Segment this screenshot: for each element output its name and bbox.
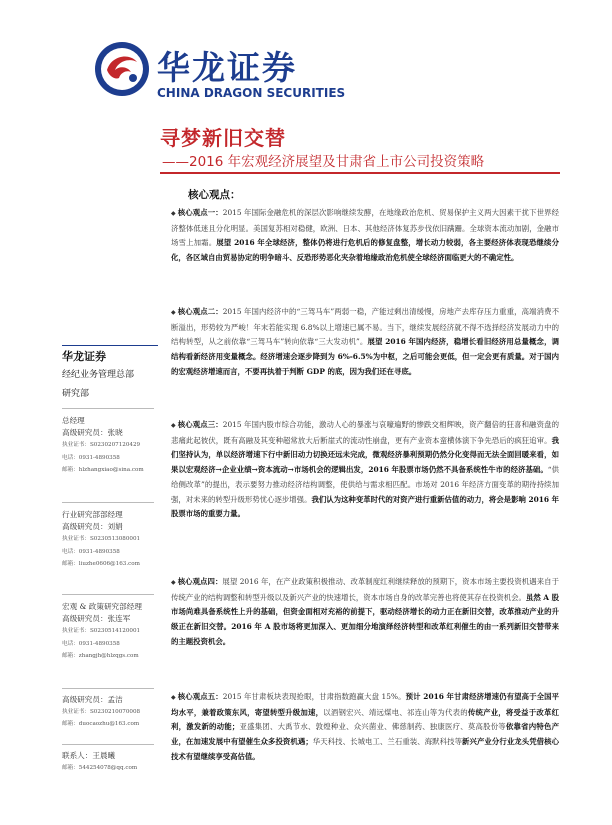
sidebar-divider — [62, 594, 154, 595]
contact-block-1 — [62, 415, 172, 476]
contact-phone: 电话：0931-4890358 — [62, 640, 120, 647]
contact-email[interactable]: 邮箱：liuzhe0606@163.com — [62, 560, 140, 567]
sidebar-research: 研究部 — [62, 389, 90, 399]
contact-email[interactable]: 邮箱：duocaozhu@163.com — [62, 721, 140, 728]
point-text: 2015 年国内股市综合功能，激动人心的暴涨与哀嚎遍野的惨跌交相辉映，资产翻倍的狂喜和融资盘的悲痛此起彼伏，既有高融及其变种超常放大后断崖式的流动性崩盘，更有产业资本蛮横体演下争先恐后的疯狂追审。 — [171, 420, 559, 445]
sidebar-divider — [62, 502, 154, 503]
point-bold-text: 虽然 A 股市场尚难具备系统性上升的基础，但资金面相对充裕的前提下，驱动经济增长的动力正在新旧交替，改革推动产业的升级正在新旧交替。2016 年 A 股市场将更加深入、更加细分地演绎经济转型和改革红利催生的由一系列新旧交替带来的主题投资机会。 — [171, 592, 559, 646]
company-logo — [93, 40, 346, 110]
point-text: 华天科技、长城电工、兰石重装、海默科技等 — [312, 737, 463, 747]
core-point-5 — [171, 690, 559, 765]
point-text: “供给侧改革”的提出，表示要努力推动经济结构调整，使供给与需求相匹配。市场对 2016 年经济方面变革的期待持续加强，对未来的转型升级形势忧心逐步增强。 — [171, 465, 560, 504]
sidebar-divider — [62, 744, 154, 745]
point-text: 亚盛集团、大禹节水、敦煌种业、众兴菌业、佛慈制药、独康医疗、莫高股份等 — [239, 722, 506, 732]
contact-analyst: 高级研究员：张晓 — [62, 428, 123, 438]
point-bold-text: 预计 2016 年甘肃经济增速仍有望高于全国平均水平，兼着政策东风，寄望转型升级加速， — [171, 692, 559, 717]
point-bold-text: 传统产业，将受益于改革红利，激发新的动能； — [171, 707, 559, 732]
contact-email[interactable]: 邮箱：544254078@qq.com — [62, 765, 138, 772]
contact-role: 总经理 — [62, 416, 85, 425]
diamond-bullet-icon: ◆ — [171, 309, 176, 316]
report-title: 寻梦新旧交替 — [160, 126, 286, 150]
contact-role: 联系人：王晨曦 — [62, 751, 116, 760]
sidebar-department: 经纪业务管理总部 — [62, 370, 135, 380]
point-text: 2015 年国际金融危机的深层次影响继续发酵，在地缘政治危机、贸易保护主义两大因素干扰下世界经济整体低迷且分化明显。美国复苏相对稳健，欧洲、日本、其他经济体复苏步伐依旧蹒跚。全球资本流动加剧，金融市场雪上加霜。 — [171, 208, 559, 248]
point-text: 2015 年国内经济中的“三驾马车”两弱一稳，产能过剩出清缓慢，房地产去库存压力重重，高端消费不断溢出，形势较为严峻！年末若能实现 6.8%以上增速已属不易。当下，继续发展经济就不得不选择经济发展动力中的结构转型，从之前依靠“三驾马车”转向依靠“三大发动机”。 — [171, 307, 559, 347]
point-bold-text: 展望 2016 年全球经济，整体仍将进行危机后的修复盘整，增长动力较弱，各主要经济体表现恐继续分化，各区域自由贸易协定的明争暗斗、反恐形势恶化夹杂着地缘政治危机使全球经济面临更大的不确定性。 — [171, 238, 559, 263]
sidebar-divider — [62, 688, 154, 689]
diamond-bullet-icon: ◆ — [171, 579, 176, 586]
logo-chinese-name: 华龙证券 — [157, 48, 297, 87]
point-text: 展望 2016 年，在产业政策积极推动、改革制度红利继续释放的预期下，资本市场主要投资机遇来自于传统产业的结构调整和转型升级以及新兴产业的快速增长，资本市场自身的改革完善也将使其存在投资机会。 — [171, 577, 559, 602]
contact-phone: 电话：0931-4890358 — [62, 548, 120, 555]
contact-cert: 执业证书：S0230207120429 — [62, 442, 141, 449]
point-bold-text: 依靠省内特色产业，在加速发展中有望催生众多投资机遇； — [171, 722, 559, 747]
core-point-3 — [171, 418, 559, 522]
contact-phone: 电话：0931-4890358 — [62, 454, 120, 461]
contact-analyst: 高级研究员：张连军 — [62, 614, 131, 624]
core-point-2 — [171, 305, 559, 380]
dragon-logo-icon — [93, 40, 151, 98]
contact-email[interactable]: 邮箱：zhangjh@hlzqgs.com — [62, 652, 139, 659]
core-point-4 — [171, 575, 559, 650]
point-bold-text: 我们认为这种变革时代的对资产进行重新估值的动力，将会是影响 2016 年股票市场的重要力量。 — [171, 494, 559, 519]
point-lead: 核心观点五： — [177, 692, 223, 701]
title-divider — [160, 172, 560, 174]
contact-email[interactable]: 邮箱：hlzhangxiao@sina.com — [62, 466, 144, 473]
point-bold-text: 我们坚持认为，单以经济增速下行中新旧动力切换还远未完成，微观经济暴利预期仍然分化变得而无法全面回暖来看，如果以宏观经济→企业业绩→资本流动→市场机会的逻辑出发，2016 年股票市场仍然不具备系统性牛市的经济基础。 — [171, 435, 559, 475]
contact-role: 高级研究员：孟洁 — [62, 695, 123, 704]
sidebar-divider — [62, 408, 154, 409]
contact-block-3 — [62, 601, 172, 662]
report-subtitle: ——2016 年宏观经济展望及甘肃省上市公司投资策略 — [162, 154, 485, 170]
diamond-bullet-icon: ◆ — [171, 210, 176, 217]
core-views-heading: 核心观点： — [188, 189, 241, 201]
point-lead: 核心观点二： — [177, 307, 223, 316]
sidebar-divider — [62, 345, 158, 346]
contact-role: 宏观 & 政策研究部经理 — [62, 602, 142, 611]
contact-cert: 执业证书：S0230514120001 — [62, 628, 141, 635]
point-lead: 核心观点三： — [177, 420, 223, 429]
point-bold-text: 展望 2016 年国内经济，稳增长看旧经济用总量概念，调结构看新经济用变量概念。经济增速会逐步降到为 6%-6.5%为中枢，之后可能会更低，但一定会更有质量。对于国内的宏观经济增速而言，不要再执着于判断 GDP 的底，因为我们还在寻底。 — [171, 337, 559, 376]
contact-role: 行业研究部部经理 — [62, 510, 123, 519]
logo-english-name: CHINA DRAGON SECURITIES — [157, 86, 346, 100]
contact-analyst: 高级研究员：刘娟 — [62, 522, 123, 532]
contact-block-4 — [62, 694, 172, 731]
contact-block-2 — [62, 509, 172, 570]
point-bold-text: 新兴产业分行业龙头凭借核心技术有望继续享受高估值。 — [171, 737, 559, 761]
diamond-bullet-icon: ◆ — [171, 422, 176, 429]
core-point-1 — [171, 206, 559, 266]
point-lead: 核心观点四： — [177, 577, 223, 586]
contact-cert: 执业证书：S0230210070008 — [62, 709, 141, 716]
contact-block-5 — [62, 750, 172, 774]
diamond-bullet-icon: ◆ — [171, 694, 176, 701]
point-text: 以酒钢宏兴、靖远煤电、祁连山等为代表的 — [323, 707, 468, 717]
point-lead: 核心观点一： — [177, 208, 223, 217]
sidebar-company: 华龙证券 — [62, 350, 106, 363]
point-text: 2015 年甘肃板块表现抢眼，甘肃指数跑赢大盘 15%。 — [222, 692, 406, 701]
contact-cert: 执业证书：S0230513080001 — [62, 536, 141, 543]
